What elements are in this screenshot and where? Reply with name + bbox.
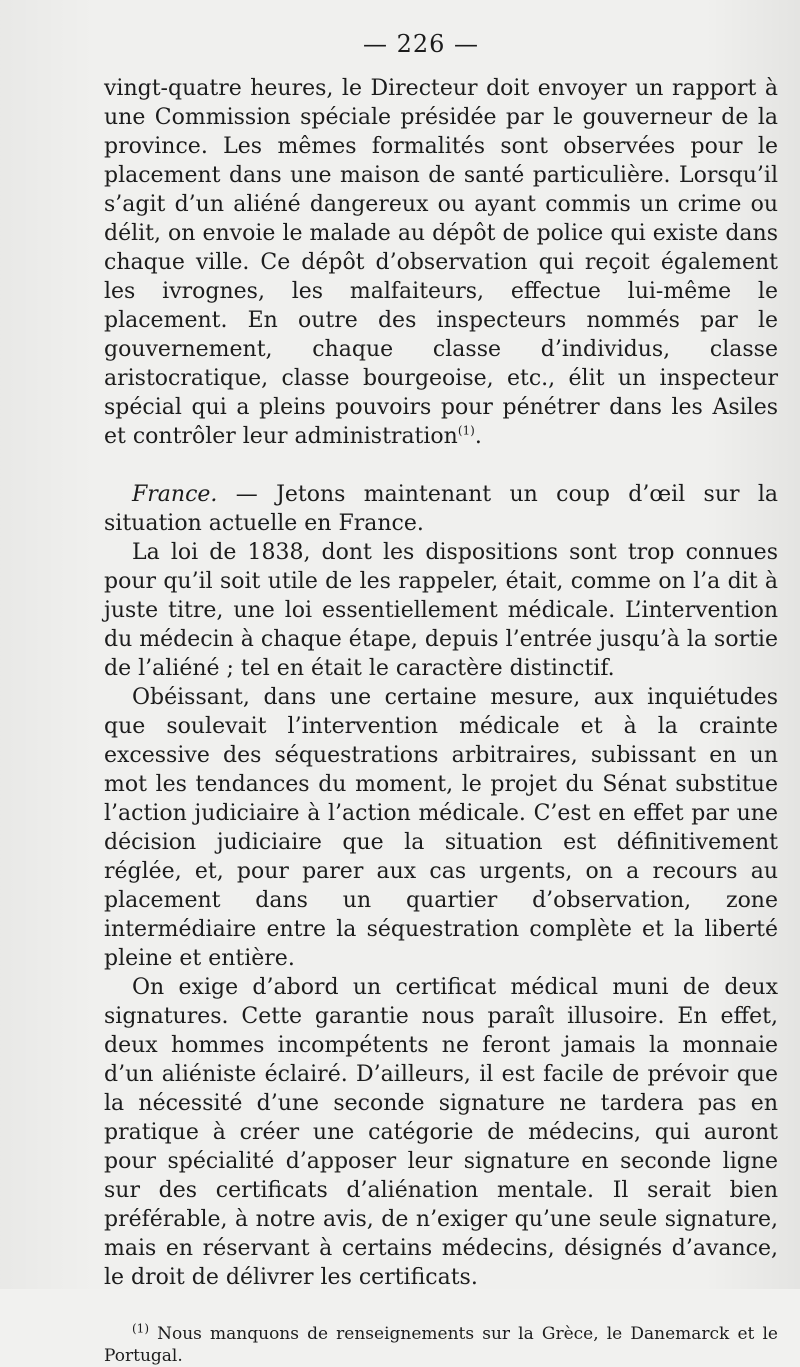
- footnote: [104, 1323, 778, 1367]
- paragraph-3: La loi de 1838, dont les dispositions sont trop connues pour qu’il soit utile de les rappeler, était, comme on l’a dit à juste titre, une loi essentiellement médicale. L’intervention du médecin à chaque étape, depuis l’entrée jusqu’à la sortie de l’aliéné ; tel en était le caractère distinctif.: [104, 540, 778, 681]
- paragraph-2-text: — Jetons maintenant un coup d’œil sur la situation actuelle en France.: [104, 482, 778, 536]
- footnote-reference: (1): [457, 423, 475, 438]
- paragraph-5: On exige d’abord un certificat médical muni de deux signatures. Cette garantie nous paraît illusoire. En effet, deux hommes incompétents ne feront jamais la monnaie d’un aliéniste éclairé. D’ailleurs, il est facile de prévoir que la nécessité d’une seconde signature ne tardera pas en pratique à créer une catégorie de médecins, qui auront pour spécialité d’apposer leur signature en seconde ligne sur des certificats d’aliénation mentale. Il serait bien préférable, à notre avis, de n’exiger qu’une seule signature, mais en réservant à certains médecins, désignés d’avance, le droit de délivrer les certificats.: [104, 975, 778, 1290]
- section-title-france: France.: [132, 482, 218, 507]
- paragraph-1-text: vingt-quatre heures, le Directeur doit envoyer un rapport à une Commission spéciale présidée par le gouverneur de la province. Les mêmes formalités sont observées pour le placement dans une maison de santé particulière. Lorsqu’il s’agit d’un aliéné dangereux ou ayant commis un crime ou délit, on envoie le malade au dépôt de police qui existe dans chaque ville. Ce dépôt d’observation qui reçoit également les ivrognes, les malfaiteurs, effectue lui-même le placement. En outre des inspecteurs nommés par le gouvernement, chaque classe d’individus, classe aristocratique, classe bourgeoise, etc., élit un inspecteur spécial qui a pleins pouvoirs pour pénétrer dans les Asiles et contrôler leur administration: [104, 76, 778, 449]
- paragraph-2: [104, 480, 778, 538]
- footnote-text: Nous manquons de renseignements sur la Grèce, le Danemarck et le Portugal.: [104, 1324, 778, 1366]
- footnote-marker: (1): [132, 1321, 149, 1336]
- paragraph-4: Obéissant, dans une certaine mesure, aux inquiétudes que soulevait l’intervention médicale et à la crainte excessive des séquestrations arbitraires, subissant en un mot les tendances du moment, le projet du Sénat substitue l’action judiciaire à l’action médicale. C’est en effet par une décision judiciaire que la situation est définitivement réglée, et, pour parer aux cas urgents, on a recours au placement dans un quartier d’observation, zone intermédiaire entre la séquestration complète et la liberté pleine et entière.: [104, 685, 778, 971]
- paragraph-1: [104, 74, 778, 451]
- page-number: — 226 —: [362, 30, 480, 58]
- paragraph-1-end: .: [474, 424, 482, 449]
